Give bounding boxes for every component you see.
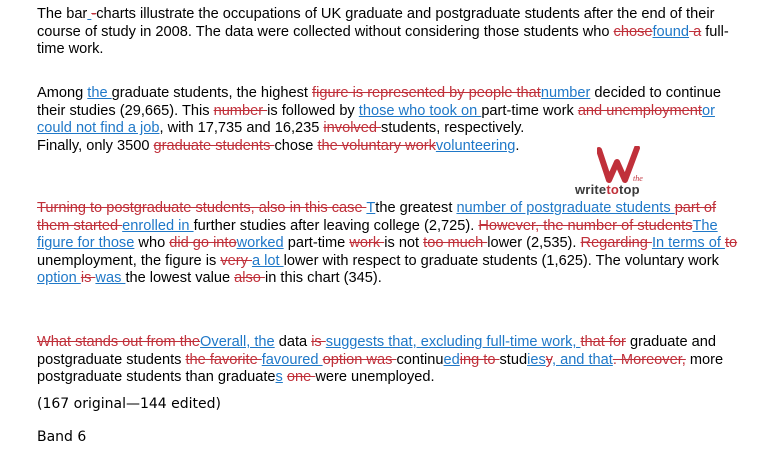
deletion: work (349, 235, 385, 252)
word-count-note: (167 original—144 edited) (37, 396, 221, 412)
deletion: part of them started (37, 200, 717, 234)
deletion: the favorite (185, 351, 262, 368)
text-run: part-time (283, 235, 350, 252)
deletion: also (234, 270, 265, 287)
deletion: involved (323, 120, 382, 137)
text-run: more postgraduate students than graduate (37, 351, 724, 386)
deletion: figure is represented by people that (312, 85, 541, 101)
text-run: graduate and postgraduate students (37, 334, 716, 368)
deletion: option was (322, 351, 397, 368)
text-run: the lowest value (125, 270, 235, 287)
band-score: Band 6 (37, 429, 87, 445)
insertion: number (540, 85, 591, 101)
text-run: The bar (37, 6, 88, 22)
text-run: decided to continue their studies (29,665). This (37, 85, 721, 119)
insertion: worked (236, 235, 284, 252)
text-run: the greatest (375, 200, 457, 216)
deletion: Turning to postgraduate students, also in this case (37, 200, 367, 216)
insertion: favoured (261, 351, 323, 368)
text-run: continu (396, 351, 444, 368)
insertion: found (652, 23, 690, 40)
deletion: to (724, 235, 738, 252)
insertion: ed (443, 351, 460, 368)
deletion: that for (580, 334, 626, 350)
text-run: further studies after leaving college (2,725). (193, 217, 479, 234)
logo-text-to: to (606, 182, 620, 197)
text-run: in this chart (345). (264, 270, 382, 287)
text-run: unemployment, the figure is (37, 252, 221, 269)
deletion: very (220, 252, 252, 269)
logo-text-top: top (619, 182, 640, 197)
deletion: graduate students (153, 137, 275, 154)
text-run: charts illustrate the occupations of UK graduate and postgraduate students after the end of their course of study in 2008. The data were collected without considering those students who (37, 6, 715, 40)
text-run: were unemployed. (315, 369, 435, 386)
insertion: s (275, 369, 283, 386)
insertion: the (87, 85, 112, 101)
paragraph-graduates (37, 85, 749, 155)
insertion: number of postgraduate students (456, 200, 675, 216)
deletion: y (545, 351, 552, 368)
deletion: - (91, 6, 97, 22)
deletion: to (483, 351, 500, 368)
insertion: volunteering (435, 137, 516, 154)
deletion: What stands out from the (37, 334, 201, 350)
text-run: . (515, 137, 520, 154)
text-run: data (274, 334, 312, 350)
text-run: stud (499, 351, 528, 368)
deletion: . Moreover, (612, 351, 686, 368)
insertion: T (366, 200, 376, 216)
insertion: The figure for those (37, 217, 718, 252)
insertion: suggests that, excluding full-time work, (325, 334, 581, 350)
deletion: is (311, 334, 326, 350)
insertion: those who took on (358, 102, 482, 119)
text-run: chose (274, 137, 318, 154)
insertion: In terms of (651, 235, 725, 252)
deletion: one (286, 369, 316, 386)
text-run: Finally, only 3500 (37, 137, 154, 154)
text-run: who (134, 235, 170, 252)
insertion: a lot (251, 252, 284, 269)
deletion: ing (459, 351, 484, 368)
insertion: enrolled in (122, 217, 194, 234)
logo-small-text: the (633, 174, 643, 183)
deletion: chose (613, 23, 653, 40)
text-run: , with 17,735 and 16,235 (159, 120, 324, 137)
text-run: is not (384, 235, 424, 252)
text-run: graduate students, the highest (111, 85, 313, 101)
insertion: , and that (551, 351, 613, 368)
deletion: However, the number of students (478, 217, 693, 234)
logo-wordmark (575, 182, 640, 197)
text-run: full-time work. (37, 23, 729, 58)
insertion: Overall, the (200, 334, 275, 350)
deletion: a (689, 23, 702, 40)
text-run: part-time work (481, 102, 578, 119)
text-run: lower with respect to graduate students (1,625). The voluntary work (283, 252, 719, 269)
insertion: was (95, 270, 126, 287)
deletion: is (80, 270, 96, 287)
text-run: is followed by (267, 102, 359, 119)
deletion: too much (423, 235, 488, 252)
text-run: students, respectively. (381, 120, 525, 137)
deletion: the voluntary work (317, 137, 436, 154)
deletion: Regarding (580, 235, 652, 252)
insertion: ies (527, 351, 546, 368)
paragraph-overall (37, 334, 749, 387)
deletion: number (213, 102, 268, 119)
insertion: option (37, 270, 81, 287)
deletion: did go into (169, 235, 237, 252)
writetotop-logo (575, 146, 685, 206)
paragraph-intro (37, 6, 749, 59)
text-run: Among (37, 85, 88, 101)
text-run: lower (2,535). (487, 235, 581, 252)
paragraph-postgraduates (37, 200, 749, 288)
deletion: and unemployment (577, 102, 702, 119)
insertion: or could not find a job (37, 102, 715, 137)
logo-text-write: write (575, 182, 607, 197)
